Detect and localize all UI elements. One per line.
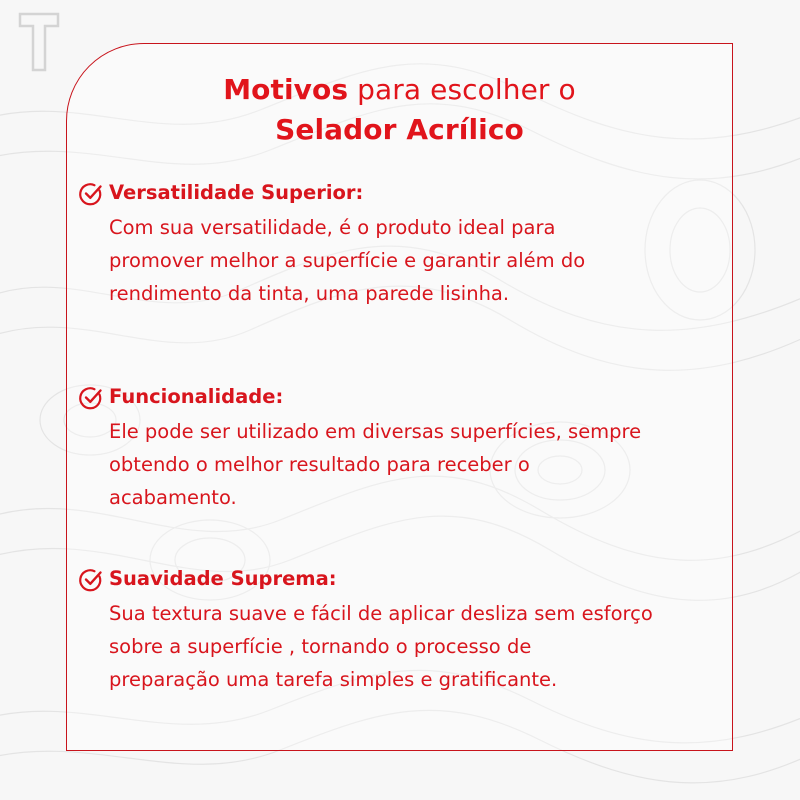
benefit-heading: Suavidade Suprema: bbox=[109, 567, 337, 590]
page-title bbox=[66, 70, 733, 150]
benefit-description bbox=[109, 597, 729, 696]
title-line-1 bbox=[66, 70, 733, 110]
benefit-description-line: obtendo o melhor resultado para receber o bbox=[109, 453, 530, 476]
benefit-description-line: acabamento. bbox=[109, 486, 237, 509]
benefit-description-line: rendimento da tinta, uma parede lisinha. bbox=[109, 282, 510, 305]
benefit-description-line: Sua textura suave e fácil de aplicar desliza sem esforço bbox=[109, 602, 653, 625]
benefit-description-line: Ele pode ser utilizado em diversas superfícies, sempre bbox=[109, 420, 642, 443]
benefit-description-line: Com sua versatilidade, é o produto ideal para bbox=[109, 216, 556, 239]
title-rest: para escolher o bbox=[348, 73, 576, 106]
check-circle-icon bbox=[78, 181, 104, 207]
check-circle-icon bbox=[78, 567, 104, 593]
benefit-description-line: preparação uma tarefa simples e gratificante. bbox=[109, 668, 558, 691]
benefit-description-line: sobre a superfície , tornando o processo de bbox=[109, 635, 532, 658]
check-circle-icon bbox=[78, 385, 104, 411]
title-emphasis: Motivos bbox=[223, 73, 349, 106]
benefit-heading: Versatilidade Superior: bbox=[109, 181, 364, 204]
benefit-description-line: promover melhor a superfície e garantir além do bbox=[109, 249, 586, 272]
benefit-description bbox=[109, 415, 729, 514]
benefit-description bbox=[109, 211, 729, 310]
brand-t-logo-icon bbox=[18, 12, 60, 72]
title-line-2: Selador Acrílico bbox=[275, 113, 524, 146]
benefit-heading: Funcionalidade: bbox=[109, 385, 284, 408]
